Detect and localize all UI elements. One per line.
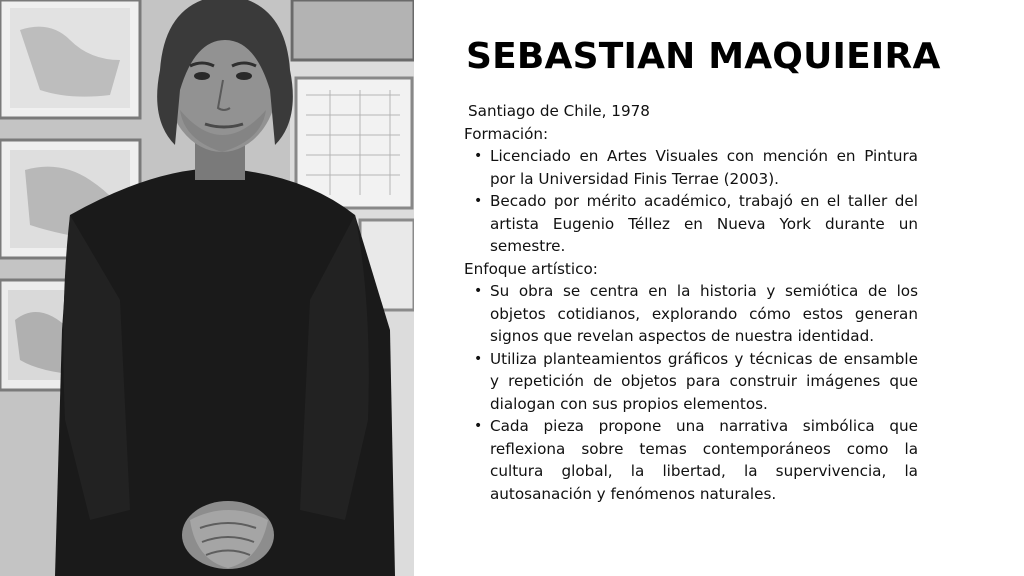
list-item: • Utiliza planteamientos gráficos y técnicas de ensamble y repetición de objetos para construir imágenes que dialogan con sus propios elementos. xyxy=(474,349,918,413)
bio-panel xyxy=(414,0,1024,576)
bullet-icon: • xyxy=(474,350,483,367)
list-item: • Licenciado en Artes Visuales con mención en Pintura por la Universidad Finis Terrae (2003). xyxy=(474,147,918,188)
birth-place-year: Santiago de Chile, 1978 xyxy=(468,102,650,120)
bullet-icon: • xyxy=(474,148,483,164)
formacion-list xyxy=(464,145,918,258)
portrait-photo xyxy=(0,0,414,576)
bullet-icon: • xyxy=(474,418,483,434)
bullet-icon: • xyxy=(474,283,483,299)
portrait-illustration xyxy=(0,0,414,576)
list-item: • Cada pieza propone una narrativa simbólica que reflexiona sobre temas contemporáneos como la cultura global, la libertad, la supervivencia, la autosanación y fenómenos naturales. xyxy=(474,417,918,503)
bio-text xyxy=(464,100,918,505)
list-item: • Becado por mérito académico, trabajó en el taller del artista Eugenio Téllez en Nueva York durante un semestre. xyxy=(474,192,918,255)
list-item: • Su obra se centra en la historia y semiótica de los objetos cotidianos, explorando cómo estos generan signos que revelan aspectos de nuestra identidad. xyxy=(474,282,918,345)
enfoque-list xyxy=(464,280,918,505)
section-heading-enfoque: Enfoque artístico: xyxy=(464,259,598,278)
bullet-icon: • xyxy=(474,193,483,209)
section-heading-formacion: Formación: xyxy=(464,124,549,143)
artist-name-title: SEBASTIAN MAQUIEIRA xyxy=(466,36,941,77)
